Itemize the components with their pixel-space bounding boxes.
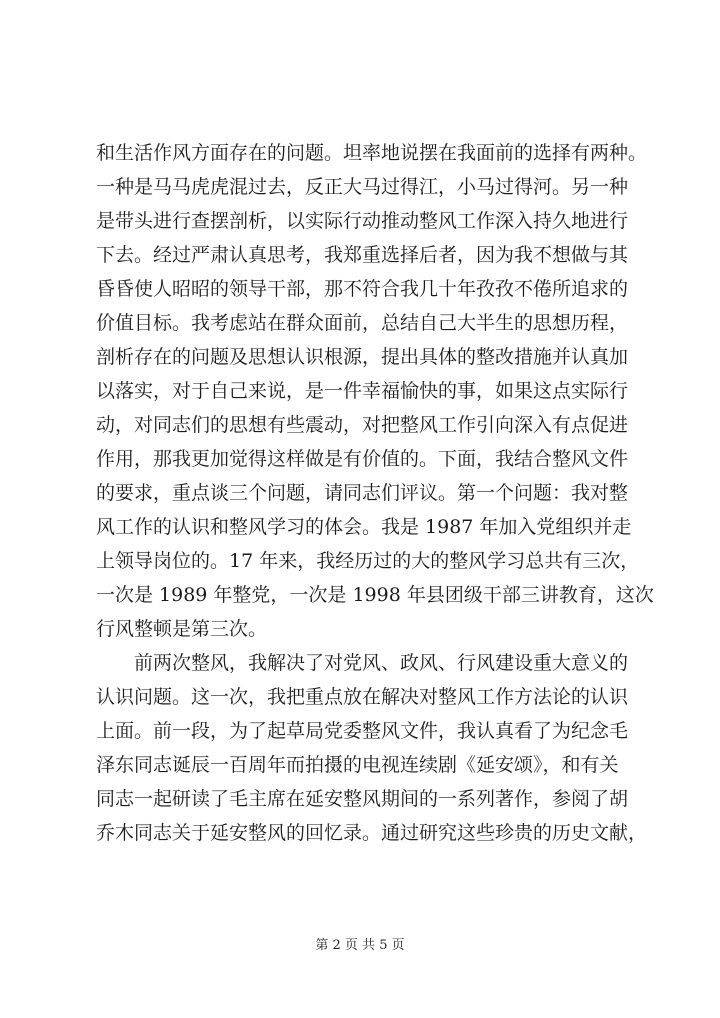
text-line: 价值目标。我考虑站在群众面前，总结自己大半生的思想历程， bbox=[96, 312, 629, 334]
text-line: 是带头进行查摆剖析，以实际行动推动整风工作深入持久地进行 bbox=[96, 210, 629, 232]
text-line: 一种是马马虎虎混过去，反正大马过得江，小马过得河。另一种 bbox=[96, 176, 629, 198]
text-line: 乔木同志关于延安整风的回忆录。通过研究这些珍贵的历史文献， bbox=[96, 822, 648, 844]
text-line: 上领导岗位的。17 年来，我经历过的大的整风学习总共有三次， bbox=[96, 550, 640, 572]
text-line: 动，对同志们的思想有些震动，对把整风工作引向深入有点促进 bbox=[96, 414, 629, 436]
text-line: 认识问题。这一次，我把重点放在解决对整风工作方法论的认识 bbox=[96, 686, 629, 708]
text-line: 同志一起研读了毛主席在延安整风期间的一系列著作，参阅了胡 bbox=[96, 788, 629, 810]
text-line: 作用，那我更加觉得这样做是有价值的。下面，我结合整风文件 bbox=[96, 448, 629, 470]
text-line: 昏昏使人昭昭的领导干部，那不符合我几十年孜孜不倦所追求的 bbox=[96, 278, 629, 300]
document-body bbox=[96, 136, 656, 850]
text-line: 泽东同志诞辰一百周年而拍摄的电视连续剧《延安颂》，和有关 bbox=[96, 754, 619, 776]
text-line: 剖析存在的问题及思想认识根源，提出具体的整改措施并认真加 bbox=[96, 346, 629, 368]
text-line: 一次是 1989 年整党，一次是 1998 年县团级干部三讲教育，这次 bbox=[96, 584, 654, 606]
page-number-footer: 第 2 页 共 5 页 bbox=[315, 938, 405, 953]
text-line: 行风整顿是第三次。 bbox=[96, 618, 268, 640]
text-line: 下去。经过严肃认真思考，我郑重选择后者，因为我不想做与其 bbox=[96, 244, 629, 266]
paragraph-start-line: 前两次整风，我解决了对党风、政风、行风建设重大意义的 bbox=[134, 652, 629, 674]
text-line: 上面。前一段，为了起草局党委整风文件，我认真看了为纪念毛 bbox=[96, 720, 629, 742]
text-line: 以落实，对于自己来说，是一件幸福愉快的事，如果这点实际行 bbox=[96, 380, 629, 402]
text-line: 和生活作风方面存在的问题。坦率地说摆在我面前的选择有两种。 bbox=[96, 142, 648, 164]
text-line: 的要求，重点谈三个问题，请同志们评议。第一个问题：我对整 bbox=[96, 482, 629, 504]
text-line: 风工作的认识和整风学习的体会。我是 1987 年加入党组织并走 bbox=[96, 516, 632, 538]
